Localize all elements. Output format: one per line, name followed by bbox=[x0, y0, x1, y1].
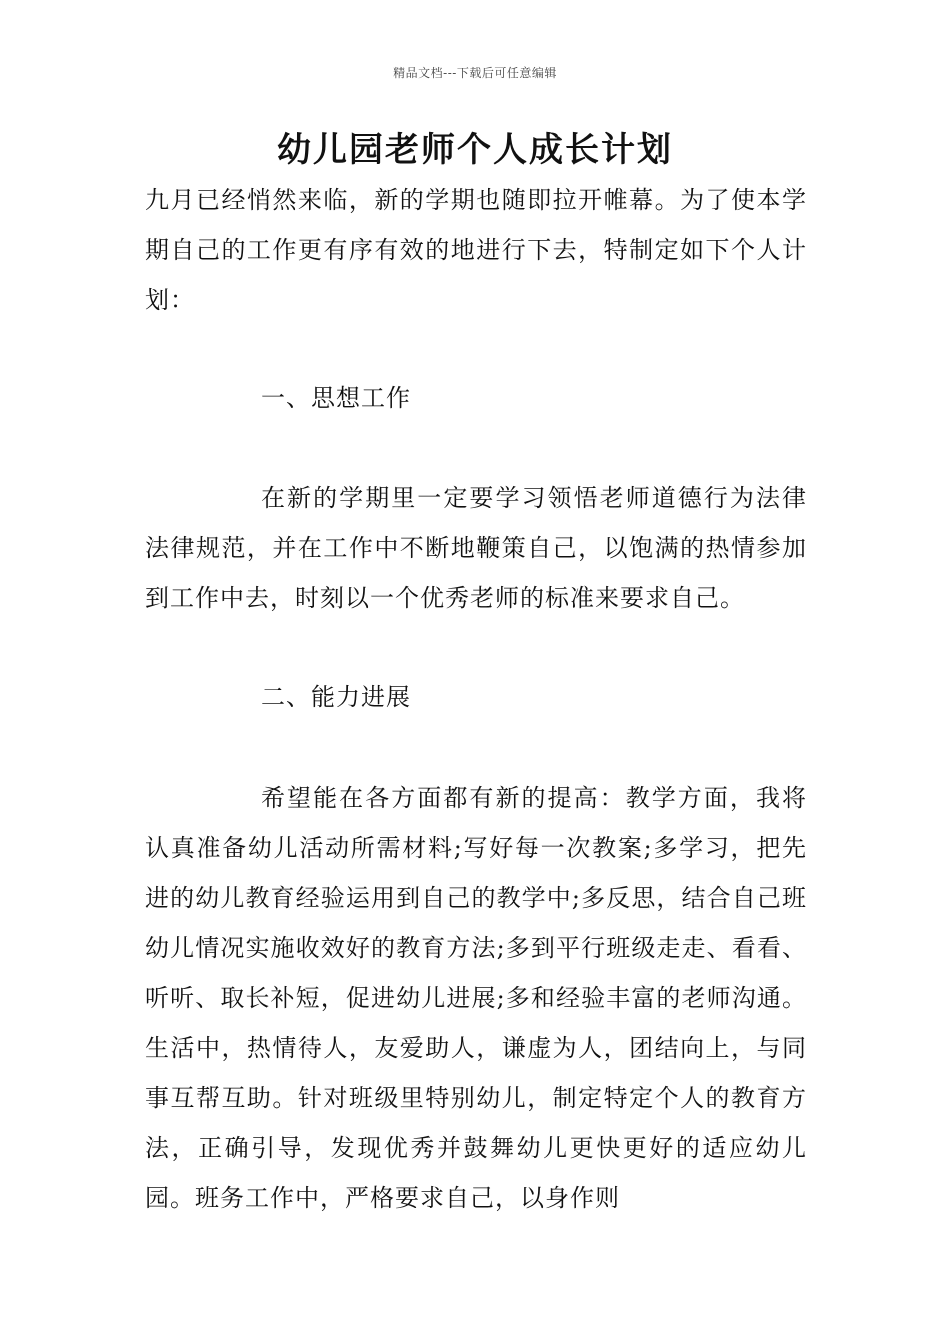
header-note: 精品文档---下载后可任意编辑 bbox=[393, 66, 557, 80]
page-title: 幼儿园老师个人成长计划 bbox=[277, 130, 673, 170]
section-body-ability: 希望能在各方面都有新的提高：教学方面，我将认真准备幼儿活动所需材料;写好每一次教案;多学习，把先进的幼儿教育经验运用到自己的教学中;多反思，结合自己班幼儿情况实施收效好的教育方法;多到平行班级走走、看看、听听、取长补短，促进幼儿进展;多和经验丰富的老师沟通。生活中，热情待人，友爱助人，谦虚为人，团结向上，与同事互帮互助。针对班级里特别幼儿，制定特定个人的教育方法，正确引导，发现优秀并鼓舞幼儿更快更好的适应幼儿园。班务工作中，严格要求自己，以身作则 bbox=[145, 784, 807, 1212]
intro-paragraph: 九月已经悄然来临，新的学期也随即拉开帷幕。为了使本学期自己的工作更有序有效的地进行下去，特制定如下个人计划： bbox=[145, 186, 807, 314]
section-body-thought: 在新的学期里一定要学习领悟老师道德行为法律法律规范，并在工作中不断地鞭策自己，以饱满的热情参加到工作中去，时刻以一个优秀老师的标准来要求自己。 bbox=[145, 484, 807, 612]
section-heading-thought: 一、思想工作 bbox=[261, 384, 411, 412]
section-heading-ability: 二、能力进展 bbox=[261, 683, 411, 711]
